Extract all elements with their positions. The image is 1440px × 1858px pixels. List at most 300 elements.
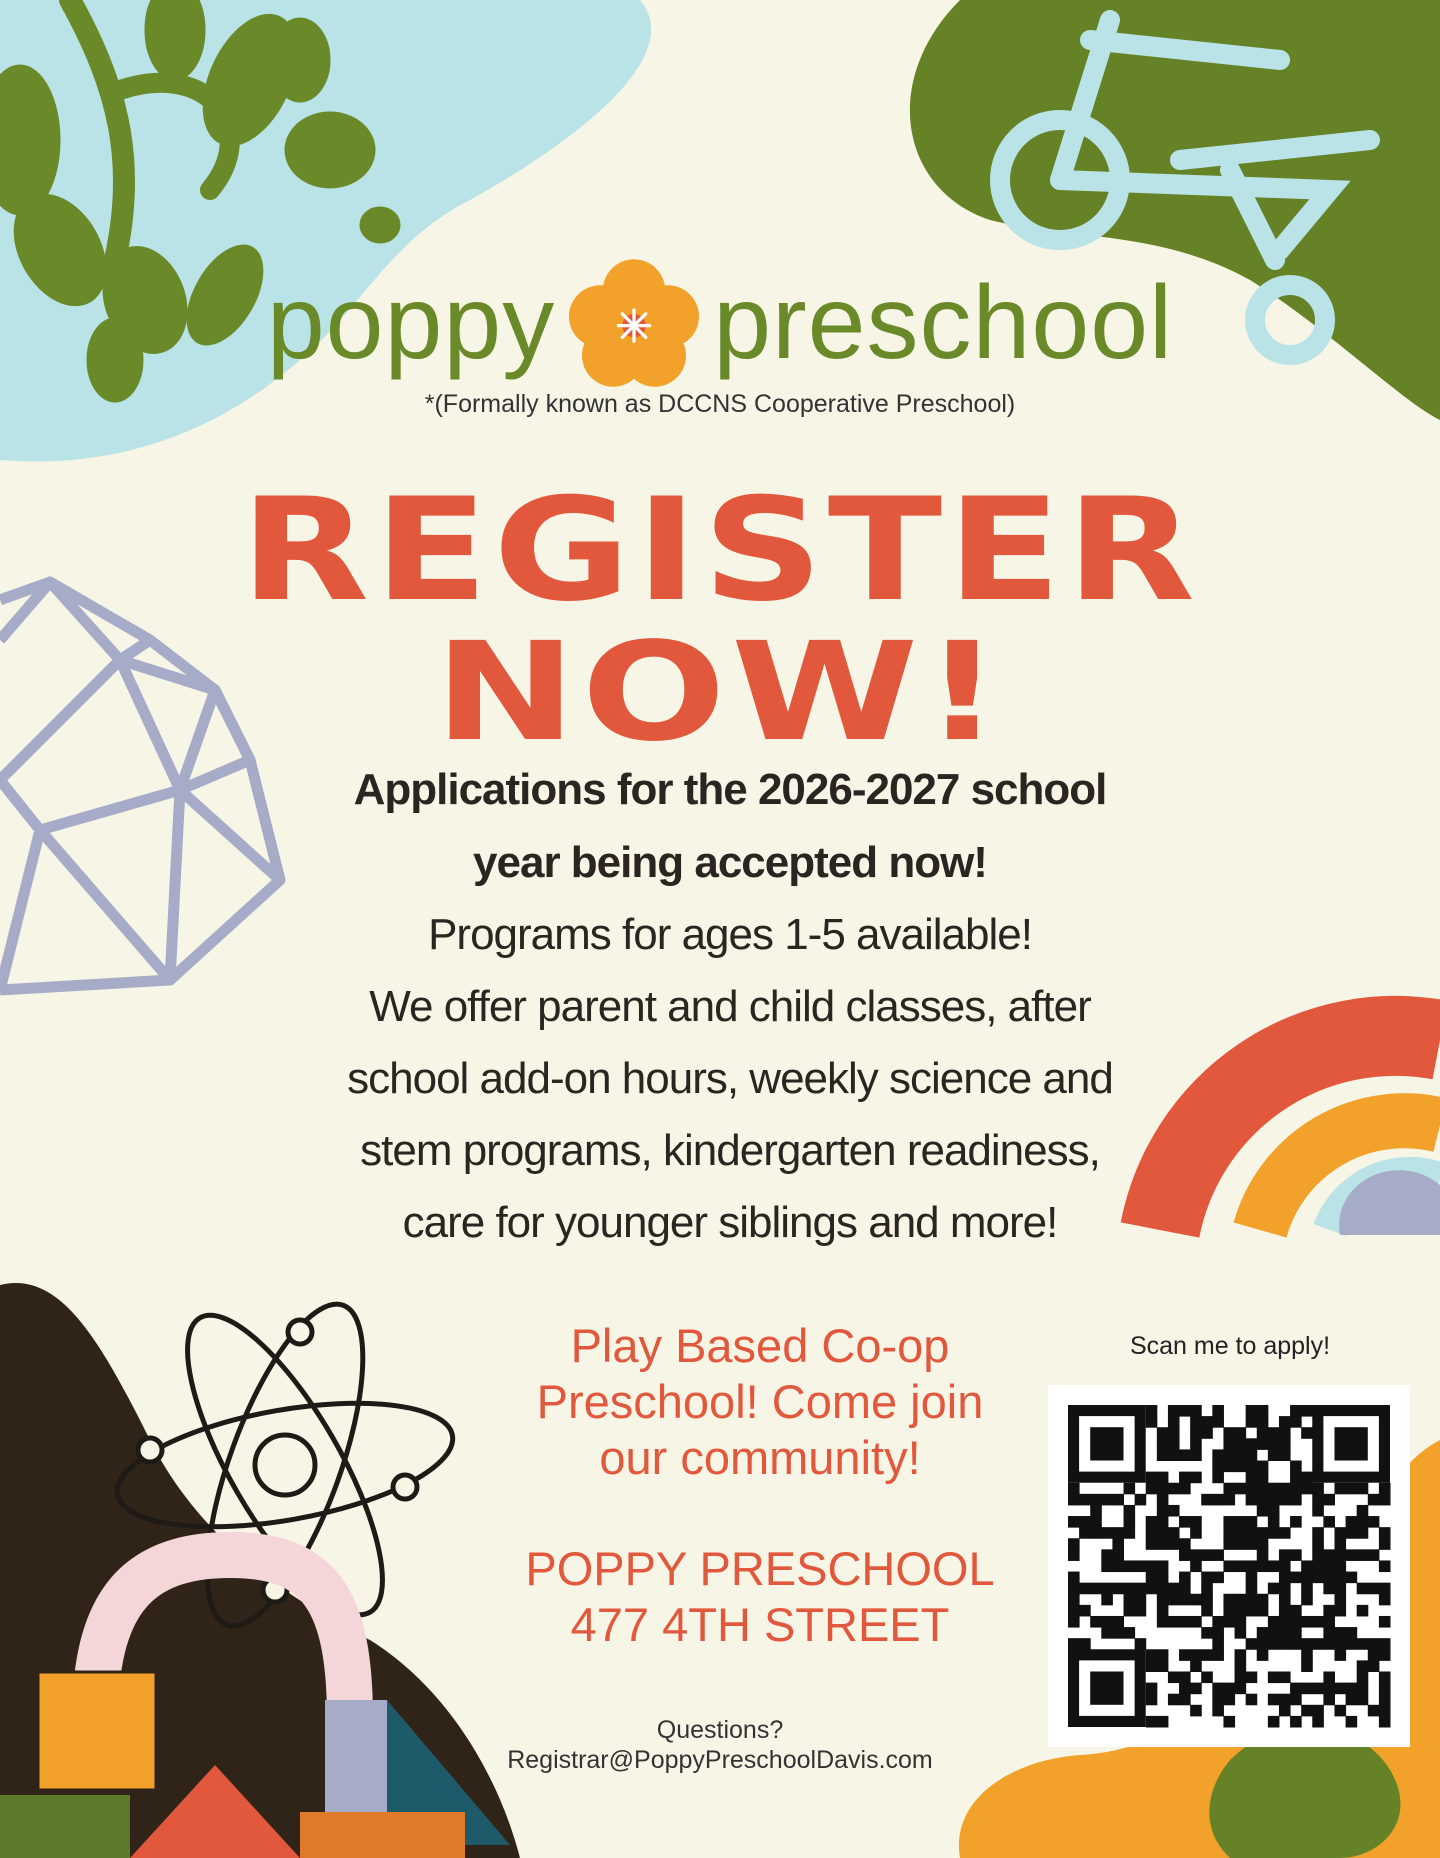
qr-module bbox=[1279, 1527, 1291, 1539]
qr-scan-label: Scan me to apply! bbox=[1129, 1332, 1331, 1360]
qr-module bbox=[1101, 1583, 1113, 1595]
qr-module bbox=[1135, 1605, 1147, 1617]
qr-module bbox=[1290, 1516, 1302, 1528]
qr-module bbox=[1146, 1716, 1158, 1728]
qr-module bbox=[1279, 1494, 1291, 1506]
qr-module bbox=[1190, 1560, 1202, 1572]
qr-module bbox=[1268, 1694, 1280, 1706]
qr-module bbox=[1301, 1427, 1313, 1439]
qr-module bbox=[1368, 1494, 1380, 1506]
qr-module bbox=[1146, 1660, 1158, 1672]
qr-module bbox=[1334, 1594, 1346, 1606]
qr-module bbox=[1279, 1560, 1291, 1572]
qr-module bbox=[1079, 1516, 1091, 1528]
qr-module bbox=[1334, 1538, 1346, 1550]
headline-now: NOW! bbox=[434, 614, 1006, 772]
qr-module bbox=[1346, 1716, 1358, 1728]
qr-module bbox=[1112, 1494, 1124, 1506]
qr-module bbox=[1068, 1638, 1080, 1650]
qr-module bbox=[1201, 1594, 1213, 1606]
qr-module bbox=[1157, 1594, 1169, 1606]
qr-module bbox=[1168, 1505, 1180, 1517]
qr-module bbox=[1179, 1449, 1191, 1461]
qr-module bbox=[1334, 1638, 1346, 1650]
qr-module bbox=[1190, 1427, 1202, 1439]
qr-module bbox=[1201, 1572, 1213, 1584]
qr-module bbox=[1235, 1516, 1247, 1528]
qr-module bbox=[1379, 1527, 1391, 1539]
qr-module bbox=[1124, 1605, 1136, 1617]
qr-module bbox=[1124, 1594, 1136, 1606]
qr-module bbox=[1290, 1472, 1302, 1484]
qr-module bbox=[1279, 1438, 1291, 1450]
qr-module bbox=[1235, 1461, 1247, 1473]
qr-module bbox=[1146, 1683, 1158, 1695]
qr-module bbox=[1235, 1627, 1247, 1639]
qr-module bbox=[1223, 1449, 1235, 1461]
qr-module bbox=[1268, 1671, 1280, 1683]
qr-module bbox=[1235, 1616, 1247, 1628]
qr-module bbox=[1190, 1660, 1202, 1672]
qr-module bbox=[1323, 1549, 1335, 1561]
qr-module bbox=[1068, 1494, 1080, 1506]
qr-module bbox=[1223, 1560, 1235, 1572]
qr-module bbox=[1279, 1572, 1291, 1584]
qr-module bbox=[1223, 1694, 1235, 1706]
qr-module bbox=[1323, 1560, 1335, 1572]
qr-module bbox=[1334, 1572, 1346, 1584]
qr-module bbox=[1323, 1638, 1335, 1650]
qr-module bbox=[1179, 1671, 1191, 1683]
qr-module bbox=[1368, 1549, 1380, 1561]
qr-module bbox=[1179, 1683, 1191, 1695]
qr-module bbox=[1257, 1505, 1269, 1517]
qr-module bbox=[1379, 1616, 1391, 1628]
body-line-addon: school add-on hours, weekly science and bbox=[347, 1054, 1113, 1103]
qr-module bbox=[1268, 1616, 1280, 1628]
qr-module bbox=[1157, 1527, 1169, 1539]
qr-module bbox=[1368, 1660, 1380, 1672]
orange-block bbox=[38, 1672, 156, 1790]
qr-module bbox=[1190, 1616, 1202, 1628]
qr-module bbox=[1379, 1671, 1391, 1683]
qr-module bbox=[1279, 1416, 1291, 1428]
qr-module bbox=[1124, 1627, 1136, 1639]
qr-module bbox=[1257, 1405, 1269, 1417]
qr-module bbox=[1257, 1638, 1269, 1650]
qr-module bbox=[1301, 1649, 1313, 1661]
qr-module bbox=[1246, 1483, 1258, 1495]
qr-module bbox=[1290, 1605, 1302, 1617]
qr-module bbox=[1157, 1583, 1169, 1595]
qr-module bbox=[1146, 1416, 1158, 1428]
brand-logo bbox=[0, 265, 1440, 381]
qr-module bbox=[1157, 1427, 1169, 1439]
qr-module bbox=[1323, 1616, 1335, 1628]
qr-module bbox=[1101, 1616, 1113, 1628]
qr-module bbox=[1212, 1494, 1224, 1506]
qr-finder-inner bbox=[1090, 1671, 1123, 1704]
poppy-flower-icon bbox=[569, 258, 699, 388]
qr-module bbox=[1112, 1583, 1124, 1595]
qr-module bbox=[1223, 1483, 1235, 1495]
qr-module bbox=[1268, 1716, 1280, 1728]
qr-module bbox=[1201, 1605, 1213, 1617]
qr-module bbox=[1312, 1494, 1324, 1506]
qr-module bbox=[1235, 1427, 1247, 1439]
qr-module bbox=[1301, 1616, 1313, 1628]
qr-module bbox=[1190, 1527, 1202, 1539]
qr-module bbox=[1312, 1705, 1324, 1717]
qr-module bbox=[1146, 1649, 1158, 1661]
qr-module bbox=[1168, 1583, 1180, 1595]
qr-module bbox=[1279, 1605, 1291, 1617]
qr-module bbox=[1235, 1649, 1247, 1661]
qr-module bbox=[1279, 1594, 1291, 1606]
qr-module bbox=[1201, 1627, 1213, 1639]
qr-module bbox=[1223, 1683, 1235, 1695]
qr-module bbox=[1157, 1716, 1169, 1728]
qr-module bbox=[1235, 1438, 1247, 1450]
qr-module bbox=[1334, 1583, 1346, 1595]
tagline-line-1: Play Based Co-op bbox=[570, 1319, 950, 1372]
lavender-block bbox=[325, 1700, 387, 1815]
qr-module bbox=[1246, 1527, 1258, 1539]
qr-module bbox=[1257, 1472, 1269, 1484]
qr-module bbox=[1257, 1549, 1269, 1561]
qr-module bbox=[1090, 1583, 1102, 1595]
qr-module bbox=[1290, 1483, 1302, 1495]
qr-module bbox=[1279, 1638, 1291, 1650]
qr-module bbox=[1235, 1538, 1247, 1550]
qr-module bbox=[1268, 1483, 1280, 1495]
qr-module bbox=[1168, 1449, 1180, 1461]
qr-module bbox=[1346, 1549, 1358, 1561]
qr-module bbox=[1257, 1538, 1269, 1550]
qr-module bbox=[1334, 1560, 1346, 1572]
qr-module bbox=[1290, 1572, 1302, 1584]
tagline-line-3: our community! bbox=[599, 1431, 921, 1484]
qr-module bbox=[1124, 1560, 1136, 1572]
applications-line-1: Applications for the 2026-2027 school bbox=[353, 765, 1107, 814]
qr-module bbox=[1357, 1516, 1369, 1528]
qr-module bbox=[1290, 1683, 1302, 1695]
qr-module bbox=[1334, 1649, 1346, 1661]
qr-module bbox=[1235, 1594, 1247, 1606]
qr-module bbox=[1246, 1594, 1258, 1606]
qr-finder-inner bbox=[1090, 1427, 1123, 1460]
qr-module bbox=[1146, 1538, 1158, 1550]
address-line-1: POPPY PRESCHOOL bbox=[525, 1542, 995, 1595]
qr-module bbox=[1290, 1716, 1302, 1728]
qr-module bbox=[1201, 1671, 1213, 1683]
qr-module bbox=[1279, 1549, 1291, 1561]
qr-module bbox=[1346, 1638, 1358, 1650]
qr-module bbox=[1079, 1638, 1091, 1650]
qr-module bbox=[1146, 1694, 1158, 1706]
qr-module bbox=[1301, 1583, 1313, 1595]
qr-module bbox=[1124, 1527, 1136, 1539]
qr-module bbox=[1357, 1638, 1369, 1650]
qr-module bbox=[1179, 1405, 1191, 1417]
qr-module bbox=[1168, 1671, 1180, 1683]
qr-module bbox=[1090, 1505, 1102, 1517]
qr-module bbox=[1346, 1516, 1358, 1528]
qr-module bbox=[1334, 1627, 1346, 1639]
qr-module bbox=[1112, 1549, 1124, 1561]
qr-module bbox=[1379, 1483, 1391, 1495]
qr-module bbox=[1246, 1405, 1258, 1417]
qr-module bbox=[1101, 1627, 1113, 1639]
qr-module bbox=[1212, 1416, 1224, 1428]
qr-module bbox=[1168, 1416, 1180, 1428]
qr-module bbox=[1212, 1549, 1224, 1561]
qr-module bbox=[1112, 1627, 1124, 1639]
qr-module bbox=[1179, 1583, 1191, 1595]
orange-block-bottom bbox=[300, 1812, 465, 1858]
qr-module bbox=[1312, 1716, 1324, 1728]
qr-module bbox=[1246, 1438, 1258, 1450]
qr-module bbox=[1323, 1494, 1335, 1506]
qr-module bbox=[1157, 1449, 1169, 1461]
qr-module bbox=[1079, 1583, 1091, 1595]
qr-module bbox=[1279, 1427, 1291, 1439]
qr-module bbox=[1190, 1449, 1202, 1461]
qr-module bbox=[1357, 1660, 1369, 1672]
qr-module bbox=[1068, 1605, 1080, 1617]
qr-module bbox=[1357, 1694, 1369, 1706]
qr-module bbox=[1301, 1594, 1313, 1606]
qr-module bbox=[1101, 1560, 1113, 1572]
qr-module bbox=[1246, 1572, 1258, 1584]
qr-module bbox=[1301, 1483, 1313, 1495]
qr-module bbox=[1157, 1572, 1169, 1584]
qr-module bbox=[1323, 1627, 1335, 1639]
qr-module bbox=[1334, 1605, 1346, 1617]
qr-module bbox=[1212, 1627, 1224, 1639]
qr-module bbox=[1379, 1594, 1391, 1606]
qr-module bbox=[1157, 1483, 1169, 1495]
qr-module bbox=[1357, 1671, 1369, 1683]
qr-module bbox=[1312, 1638, 1324, 1650]
qr-module bbox=[1101, 1549, 1113, 1561]
qr-module bbox=[1157, 1605, 1169, 1617]
qr-module bbox=[1079, 1494, 1091, 1506]
qr-module bbox=[1168, 1405, 1180, 1417]
qr-module bbox=[1157, 1494, 1169, 1506]
qr-module bbox=[1379, 1649, 1391, 1661]
qr-module bbox=[1168, 1694, 1180, 1706]
qr-module bbox=[1223, 1527, 1235, 1539]
qr-module bbox=[1246, 1449, 1258, 1461]
qr-module bbox=[1301, 1638, 1313, 1650]
qr-module bbox=[1290, 1638, 1302, 1650]
qr-module bbox=[1068, 1616, 1080, 1628]
qr-module bbox=[1368, 1583, 1380, 1595]
qr-module bbox=[1301, 1705, 1313, 1717]
qr-module bbox=[1190, 1516, 1202, 1528]
qr-module bbox=[1246, 1605, 1258, 1617]
qr-module bbox=[1346, 1572, 1358, 1584]
qr-module bbox=[1257, 1527, 1269, 1539]
qr-module bbox=[1312, 1572, 1324, 1584]
qr-module bbox=[1157, 1560, 1169, 1572]
qr-module bbox=[1157, 1649, 1169, 1661]
qr-module bbox=[1357, 1505, 1369, 1517]
qr-module bbox=[1135, 1583, 1147, 1595]
qr-module bbox=[1235, 1483, 1247, 1495]
qr-module bbox=[1290, 1416, 1302, 1428]
qr-module bbox=[1368, 1638, 1380, 1650]
qr-module bbox=[1246, 1671, 1258, 1683]
qr-module bbox=[1268, 1638, 1280, 1650]
qr-module bbox=[1190, 1416, 1202, 1428]
qr-module bbox=[1179, 1516, 1191, 1528]
qr-module bbox=[1312, 1505, 1324, 1517]
qr-module bbox=[1268, 1627, 1280, 1639]
qr-module bbox=[1223, 1605, 1235, 1617]
qr-module bbox=[1246, 1560, 1258, 1572]
qr-module bbox=[1190, 1405, 1202, 1417]
qr-module bbox=[1157, 1616, 1169, 1628]
qr-module bbox=[1168, 1594, 1180, 1606]
qr-module bbox=[1223, 1494, 1235, 1506]
qr-module bbox=[1379, 1538, 1391, 1550]
qr-module bbox=[1323, 1671, 1335, 1683]
qr-module bbox=[1179, 1572, 1191, 1584]
qr-module bbox=[1290, 1627, 1302, 1639]
qr-module bbox=[1179, 1538, 1191, 1550]
qr-module bbox=[1268, 1449, 1280, 1461]
qr-module bbox=[1190, 1438, 1202, 1450]
qr-module bbox=[1146, 1405, 1158, 1417]
qr-module bbox=[1146, 1583, 1158, 1595]
qr-code[interactable] bbox=[1048, 1385, 1410, 1747]
qr-module bbox=[1212, 1405, 1224, 1417]
qr-module bbox=[1090, 1516, 1102, 1528]
qr-module bbox=[1257, 1461, 1269, 1473]
qr-module bbox=[1323, 1683, 1335, 1695]
qr-module bbox=[1323, 1694, 1335, 1706]
qr-module bbox=[1323, 1605, 1335, 1617]
qr-module bbox=[1135, 1560, 1147, 1572]
qr-module bbox=[1246, 1538, 1258, 1550]
qr-module bbox=[1379, 1560, 1391, 1572]
qr-module bbox=[1212, 1461, 1224, 1473]
qr-module bbox=[1312, 1683, 1324, 1695]
qr-module bbox=[1279, 1583, 1291, 1595]
qr-module bbox=[1201, 1583, 1213, 1595]
body-line-stem: stem programs, kindergarten readiness, bbox=[360, 1126, 1100, 1175]
qr-module bbox=[1079, 1527, 1091, 1539]
qr-module bbox=[1235, 1560, 1247, 1572]
contact-email-link[interactable]: Registrar@PoppyPreschoolDavis.com bbox=[507, 1746, 933, 1774]
qr-module bbox=[1246, 1416, 1258, 1428]
qr-module bbox=[1290, 1494, 1302, 1506]
qr-module bbox=[1212, 1694, 1224, 1706]
qr-module bbox=[1235, 1660, 1247, 1672]
qr-module bbox=[1246, 1516, 1258, 1528]
qr-module bbox=[1124, 1516, 1136, 1528]
qr-module bbox=[1279, 1694, 1291, 1706]
qr-module bbox=[1168, 1538, 1180, 1550]
qr-module bbox=[1279, 1483, 1291, 1495]
qr-module bbox=[1135, 1494, 1147, 1506]
qr-module bbox=[1179, 1472, 1191, 1484]
qr-module bbox=[1346, 1683, 1358, 1695]
qr-module bbox=[1323, 1572, 1335, 1584]
green-block-bottom bbox=[0, 1795, 130, 1858]
qr-module bbox=[1290, 1461, 1302, 1473]
qr-module bbox=[1212, 1572, 1224, 1584]
qr-module bbox=[1124, 1583, 1136, 1595]
qr-module bbox=[1346, 1527, 1358, 1539]
qr-module bbox=[1379, 1716, 1391, 1728]
qr-module bbox=[1268, 1427, 1280, 1439]
qr-module bbox=[1279, 1449, 1291, 1461]
qr-module bbox=[1246, 1461, 1258, 1473]
qr-module bbox=[1246, 1583, 1258, 1595]
qr-module bbox=[1368, 1516, 1380, 1528]
qr-module bbox=[1179, 1649, 1191, 1661]
qr-module bbox=[1246, 1494, 1258, 1506]
body-line-siblings: care for younger siblings and more! bbox=[402, 1198, 1058, 1247]
qr-module bbox=[1201, 1416, 1213, 1428]
qr-module bbox=[1312, 1527, 1324, 1539]
qr-module bbox=[1357, 1683, 1369, 1695]
qr-module bbox=[1257, 1627, 1269, 1639]
qr-module bbox=[1190, 1705, 1202, 1717]
qr-module bbox=[1279, 1705, 1291, 1717]
qr-module bbox=[1135, 1594, 1147, 1606]
qr-module bbox=[1112, 1538, 1124, 1550]
body-line-ages: Programs for ages 1-5 available! bbox=[428, 910, 1032, 959]
qr-module bbox=[1068, 1483, 1080, 1495]
qr-module bbox=[1201, 1427, 1213, 1439]
qr-module bbox=[1212, 1449, 1224, 1461]
qr-module bbox=[1323, 1583, 1335, 1595]
qr-module bbox=[1379, 1583, 1391, 1595]
qr-module bbox=[1268, 1505, 1280, 1517]
qr-module bbox=[1279, 1671, 1291, 1683]
qr-finder-inner bbox=[1334, 1427, 1367, 1460]
qr-module bbox=[1301, 1660, 1313, 1672]
qr-module bbox=[1157, 1538, 1169, 1550]
qr-module bbox=[1168, 1483, 1180, 1495]
qr-module bbox=[1146, 1516, 1158, 1528]
qr-module bbox=[1357, 1527, 1369, 1539]
questions-label: Questions? bbox=[656, 1716, 784, 1744]
qr-module bbox=[1290, 1616, 1302, 1628]
brand-name-left: poppy bbox=[266, 265, 556, 381]
qr-module bbox=[1212, 1683, 1224, 1695]
qr-module bbox=[1246, 1694, 1258, 1706]
qr-module bbox=[1201, 1549, 1213, 1561]
qr-module bbox=[1257, 1649, 1269, 1661]
formerly-known-note: *(Formally known as DCCNS Cooperative Preschool) bbox=[424, 390, 1016, 418]
qr-module bbox=[1290, 1405, 1302, 1417]
qr-module bbox=[1190, 1472, 1202, 1484]
qr-module bbox=[1246, 1638, 1258, 1650]
qr-module bbox=[1068, 1594, 1080, 1606]
qr-module bbox=[1379, 1638, 1391, 1650]
qr-module bbox=[1246, 1472, 1258, 1484]
qr-module bbox=[1312, 1549, 1324, 1561]
qr-module bbox=[1223, 1594, 1235, 1606]
qr-module bbox=[1301, 1405, 1313, 1417]
qr-module bbox=[1290, 1549, 1302, 1561]
qr-module bbox=[1212, 1616, 1224, 1628]
